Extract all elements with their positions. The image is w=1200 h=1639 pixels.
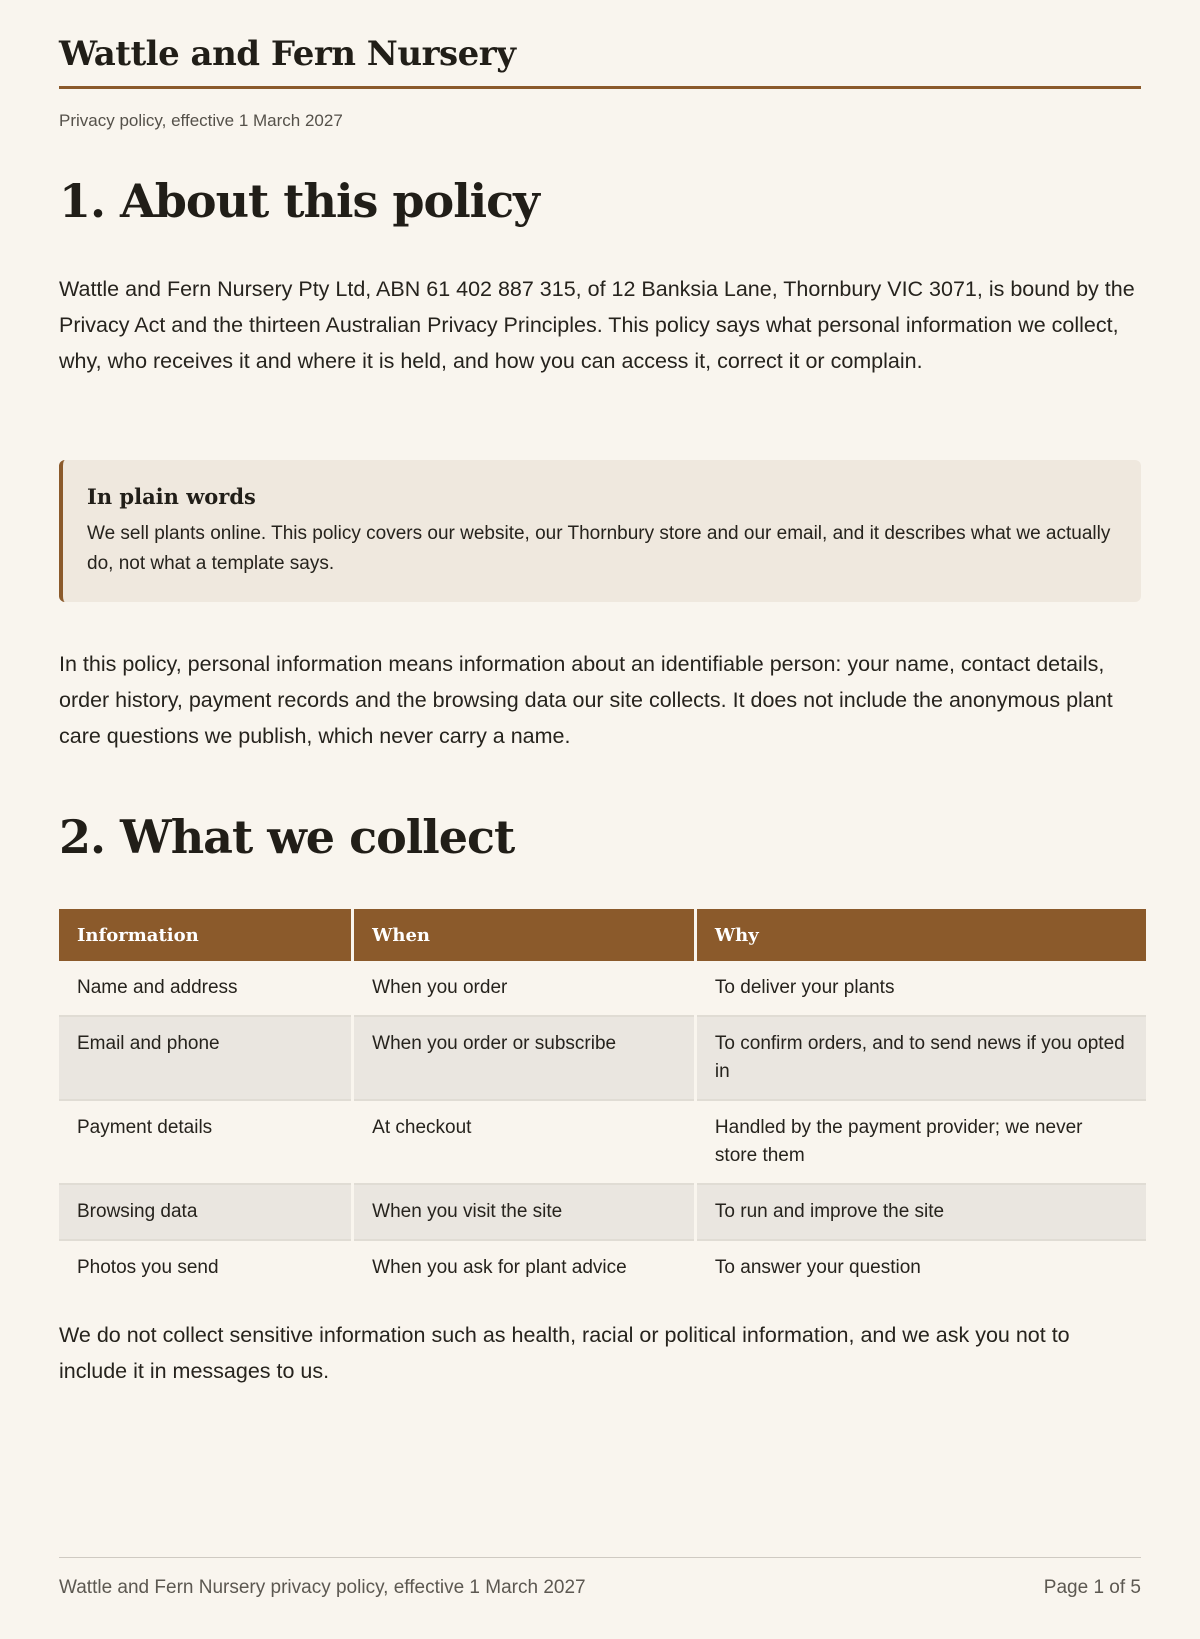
table-cell: Email and phone (59, 1017, 351, 1101)
table-cell: To answer your question (714, 1257, 921, 1278)
column-header-information: Information (59, 909, 351, 961)
table-row (59, 1241, 1146, 1295)
page-number: Page 1 of 5 (1043, 1577, 1141, 1598)
column-header-why: Why (697, 909, 1146, 961)
collection-table (56, 909, 1149, 1295)
table-cell: Photos you send (77, 1257, 219, 1278)
table-cell: Payment details (59, 1101, 351, 1185)
table-cell: When you ask for plant advice (372, 1257, 627, 1278)
table-row (59, 961, 1146, 1017)
section-heading-collect: 2. What we collect (59, 810, 515, 864)
sensitive-info-paragraph: We do not collect sensitive information such as health, racial or political information, and we ask you not to include it in messages to us. (59, 1323, 1070, 1383)
table-cell: To confirm orders, and to send news if you opted in (697, 1017, 1146, 1101)
effective-date: Privacy policy, effective 1 March 2027 (59, 111, 343, 130)
footer-document-title: Wattle and Fern Nursery privacy policy, effective 1 March 2027 (59, 1577, 586, 1598)
column-header-when: When (354, 909, 694, 961)
table-cell: When you order (354, 961, 694, 1017)
plain-words-callout (59, 460, 1141, 602)
site-title: Wattle and Fern Nursery (59, 34, 516, 74)
table-row (59, 1101, 1146, 1185)
table-cell: Name and address (59, 961, 351, 1017)
table-cell: Handled by the payment provider; we never store them (697, 1101, 1146, 1185)
table-cell: When you order or subscribe (354, 1017, 694, 1101)
table-row (59, 1185, 1146, 1241)
section-heading-about: 1. About this policy (59, 174, 539, 228)
table-cell: Browsing data (59, 1185, 351, 1241)
definition-paragraph: In this policy, personal information means information about an identifiable person: your name, contact details, order history, payment records and the browsing data our site collects. It does not include the anonymous plant care questions we publish, which never carry a name. (59, 652, 1113, 748)
table-cell: To deliver your plants (697, 961, 1146, 1017)
footer-divider (59, 1557, 1141, 1558)
title-divider (59, 86, 1141, 89)
table-cell: At checkout (354, 1101, 694, 1185)
table-header-row (59, 909, 1146, 961)
callout-title: In plain words (87, 484, 256, 509)
intro-paragraph: Wattle and Fern Nursery Pty Ltd, ABN 61 402 887 315, of 12 Banksia Lane, Thornbury VIC 3071, is bound by the Privacy Act and the thirteen Australian Privacy Principles. This policy says what personal information we collect, why, who receives it and where it is held, and how you can access it, correct it or complain. (59, 277, 1135, 373)
table-cell: To run and improve the site (697, 1185, 1146, 1241)
table-row (59, 1017, 1146, 1101)
table-cell: When you visit the site (354, 1185, 694, 1241)
callout-text: We sell plants online. This policy covers our website, our Thornbury store and our email, and it describes what we actually do, not what a template says. (87, 523, 1111, 574)
